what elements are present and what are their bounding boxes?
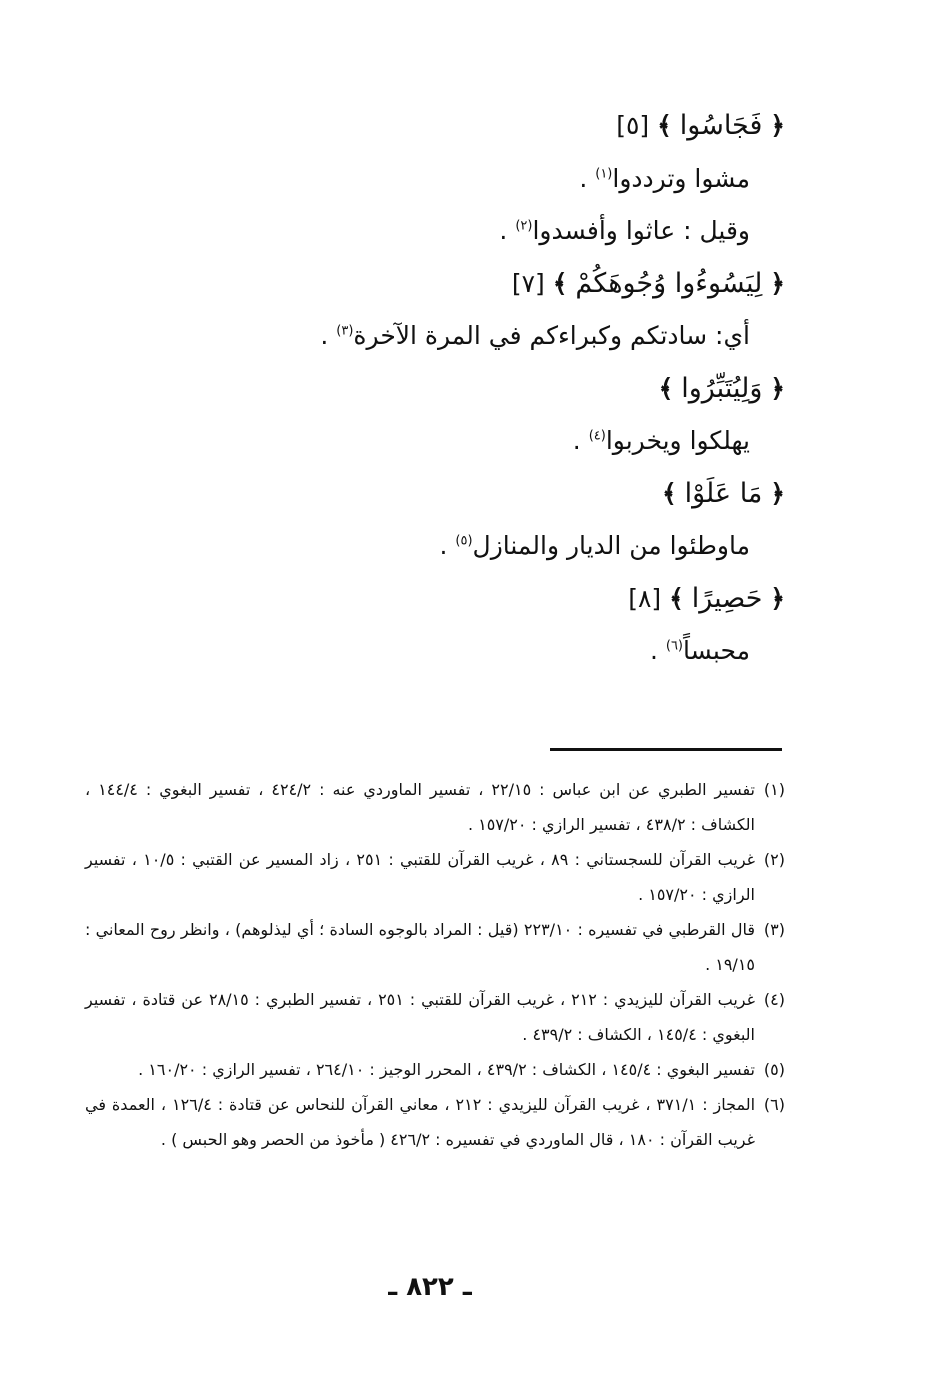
footnote-ref: (٢)	[515, 218, 533, 234]
explanation-line	[265, 153, 785, 206]
footnote-number: (٣)	[763, 920, 785, 939]
explanation-text: يهلكوا ويخربوا	[605, 426, 750, 455]
ornate-bracket-close: ﴾	[657, 111, 672, 140]
ornate-bracket-close: ﴾	[662, 478, 677, 508]
footnote-item	[85, 1052, 785, 1087]
explanation-line	[265, 520, 785, 573]
footnote-separator	[550, 748, 782, 751]
verse-number: [٨]	[628, 583, 662, 613]
explanation-line	[265, 205, 785, 258]
footnote-item	[85, 772, 785, 842]
footnote-number: (٢)	[763, 850, 785, 869]
main-text	[265, 100, 785, 678]
quran-phrase-line	[265, 573, 785, 626]
ornate-bracket-close: ﴾	[669, 583, 684, 613]
explanation-line	[265, 625, 785, 678]
ornate-bracket-close: ﴾	[552, 268, 568, 298]
quran-word: لِيَسُوءُوا وُجُوهَكُمْ	[575, 267, 763, 299]
explanation-text: مشوا وترددوا	[612, 163, 750, 193]
footnote-item	[85, 912, 785, 982]
quran-word: فَجَاسُوا	[679, 110, 763, 141]
verse-number: [٥]	[616, 111, 650, 140]
line-end-dot: .	[439, 531, 448, 560]
quran-phrase-line	[265, 363, 785, 416]
footnote-ref: (٦)	[665, 638, 683, 654]
footnote-item	[85, 1087, 785, 1157]
footnote-text: غريب القرآن للسجستاني : ٨٩ ، غريب القرآن للقتبي : ٢٥١ ، زاد المسير عن القتبي : ١٠/٥ ، تفسير الرازي : ١٥٧/٢٠ .	[85, 850, 756, 904]
quran-phrase-line	[265, 468, 785, 521]
verse-number: [٧]	[511, 268, 545, 298]
ornate-bracket-open: ﴿	[770, 373, 785, 403]
footnote-item	[85, 842, 785, 912]
line-end-dot: .	[572, 426, 581, 455]
footnote-number: (١)	[763, 780, 785, 799]
footnote-ref: (٥)	[455, 533, 473, 549]
footnote-ref: (٣)	[336, 323, 354, 339]
footnotes	[85, 772, 785, 1157]
explanation-text: وقيل : عاثوا وأفسدوا	[532, 216, 750, 245]
quran-word: حَصِيرًا	[691, 582, 763, 614]
ornate-bracket-open: ﴿	[770, 583, 785, 613]
quran-phrase-line	[265, 258, 785, 311]
footnote-text: قال القرطبي في تفسيره : ٢٢٣/١٠ (قيل : المراد بالوجوه السادة ؛ أي ليذلوهم) ، وانظر روح المعاني : ١٩/١٥ .	[85, 920, 756, 974]
footnote-ref: (١)	[595, 166, 613, 182]
footnote-number: (٦)	[763, 1095, 785, 1114]
ornate-bracket-open: ﴿	[770, 478, 785, 508]
ornate-bracket-open: ﴿	[770, 268, 785, 298]
footnote-number: (٥)	[763, 1060, 785, 1079]
footnote-number: (٤)	[763, 990, 785, 1009]
explanation-text: أي: سادتكم وكبراءكم في المرة الآخرة	[353, 321, 750, 350]
footnote-text: غريب القرآن لليزيدي : ٢١٢ ، غريب القرآن للقتبي : ٢٥١ ، تفسير الطبري : ٢٨/١٥ عن قتادة ، تفسير البغوي : ١٤٥/٤ ، الكشاف : ٤٣٩/٢ .	[85, 990, 756, 1044]
page-number: ـ ٨٢٢ ـ	[388, 1272, 472, 1302]
line-end-dot: .	[579, 163, 588, 193]
explanation-text: ماوطئوا من الديار والمنازل	[472, 531, 750, 560]
footnote-ref: (٤)	[588, 428, 606, 444]
explanation-line	[265, 310, 785, 363]
footnote-text: تفسير البغوي : ١٤٥/٤ ، الكشاف : ٤٣٩/٢ ، المحرر الوجيز : ٢٦٤/١٠ ، تفسير الرازي : ١٦٠/٢٠ .	[138, 1060, 755, 1079]
ornate-bracket-open: ﴿	[770, 111, 785, 140]
line-end-dot: .	[499, 216, 508, 245]
line-end-dot: .	[649, 636, 658, 665]
quran-word: مَا عَلَوْا	[684, 477, 763, 509]
quran-word: وَلِيُتَبِّرُوا	[681, 372, 763, 404]
footnote-text: المجاز : ٣٧١/١ ، غريب القرآن لليزيدي : ٢١٢ ، معاني القرآن للنحاس عن قتادة : ١٢٦/٤ ، العمدة في غريب القرآن : ١٨٠ ، قال الماوردي في تفسيره : ٤٢٦/٢ ( مأخوذ من الحصر وهو الحبس ) .	[85, 1095, 756, 1149]
quran-phrase-line	[265, 100, 785, 153]
footnote-item	[85, 982, 785, 1052]
line-end-dot: .	[320, 321, 329, 350]
explanation-text: محبساً	[683, 636, 750, 665]
footnote-text: تفسير الطبري عن ابن عباس : ٢٢/١٥ ، تفسير الماوردي عنه : ٤٢٤/٢ ، تفسير البغوي : ١٤٤/٤ ، الكشاف : ٤٣٨/٢ ، تفسير الرازي : ١٥٧/٢٠ .	[85, 780, 756, 834]
ornate-bracket-close: ﴾	[658, 373, 674, 403]
explanation-line	[265, 415, 785, 468]
